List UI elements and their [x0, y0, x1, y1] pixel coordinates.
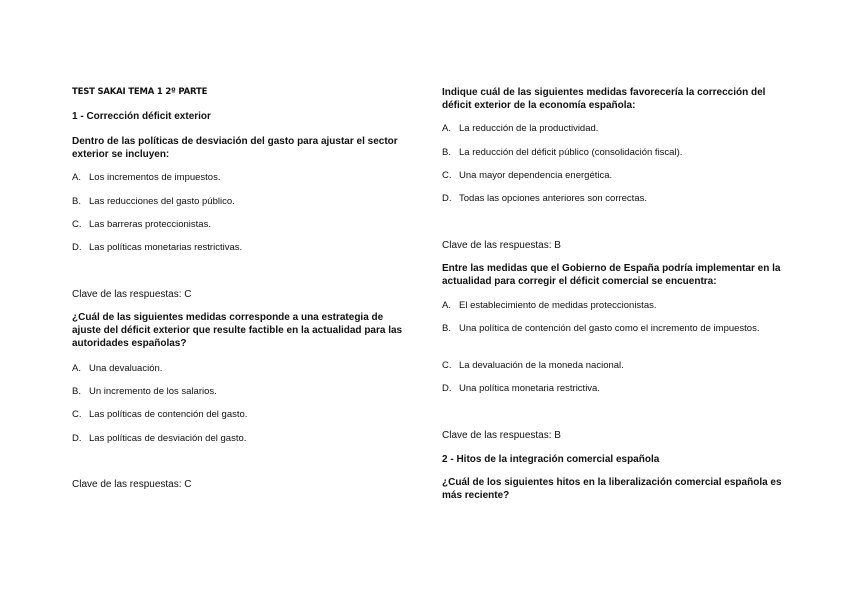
document-title: TEST SAKAI TEMA 1 2º PARTE — [72, 87, 208, 97]
answer-option: B. La reducción del déficit público (consolidación fiscal). — [442, 147, 683, 158]
answer-key: Clave de las respuestas: C — [72, 289, 192, 300]
answer-option: C. Una mayor dependencia energética. — [442, 170, 613, 181]
question-text: Entre las medidas que el Gobierno de España podría implementar en la actualidad para corregir el déficit comercial se encuentra: — [442, 263, 781, 287]
answer-option: A. Una devaluación. — [72, 363, 163, 374]
answer-option: C. Las barreras proteccionistas. — [72, 219, 211, 230]
question-text: ¿Cuál de las siguientes medidas corresponde a una estrategia de ajuste del déficit exterior que resulte factible en la actualidad para las autoridades españolas? — [72, 312, 403, 349]
question-text: ¿Cuál de los siguientes hitos en la liberalización comercial española es más reciente? — [442, 477, 782, 501]
answer-option: C. Las políticas de contención del gasto. — [72, 409, 248, 420]
answer-key: Clave de las respuestas: B — [442, 240, 561, 251]
section-heading: 2 - Hitos de la integración comercial española — [442, 454, 660, 465]
section-heading: 1 - Corrección déficit exterior — [72, 111, 211, 122]
answer-option: D. Una política monetaria restrictiva. — [442, 383, 600, 394]
answer-option: B. Una política de contención del gasto como el incremento de impuestos. — [442, 323, 760, 334]
answer-option: C. La devaluación de la moneda nacional. — [442, 360, 624, 371]
answer-option: D. Las políticas monetarias restrictivas. — [72, 242, 243, 253]
question-text: Dentro de las políticas de desviación del gasto para ajustar el sector exterior se incluyen: — [72, 136, 398, 160]
question-text: Indique cuál de las siguientes medidas favorecería la corrección del déficit exterior de la economía española: — [442, 87, 766, 111]
answer-key: Clave de las respuestas: C — [72, 479, 192, 490]
answer-option: D. Las políticas de desviación del gasto. — [72, 433, 247, 444]
answer-option: A. La reducción de la productividad. — [442, 123, 599, 134]
answer-key: Clave de las respuestas: B — [442, 430, 561, 441]
answer-option: B. Un incremento de los salarios. — [72, 386, 217, 397]
answer-option: D. Todas las opciones anteriores son correctas. — [442, 193, 647, 204]
answer-option: B. Las reducciones del gasto público. — [72, 196, 235, 207]
answer-option: A. Los incrementos de impuestos. — [72, 172, 221, 183]
answer-option: A. El establecimiento de medidas proteccionistas. — [442, 300, 657, 311]
